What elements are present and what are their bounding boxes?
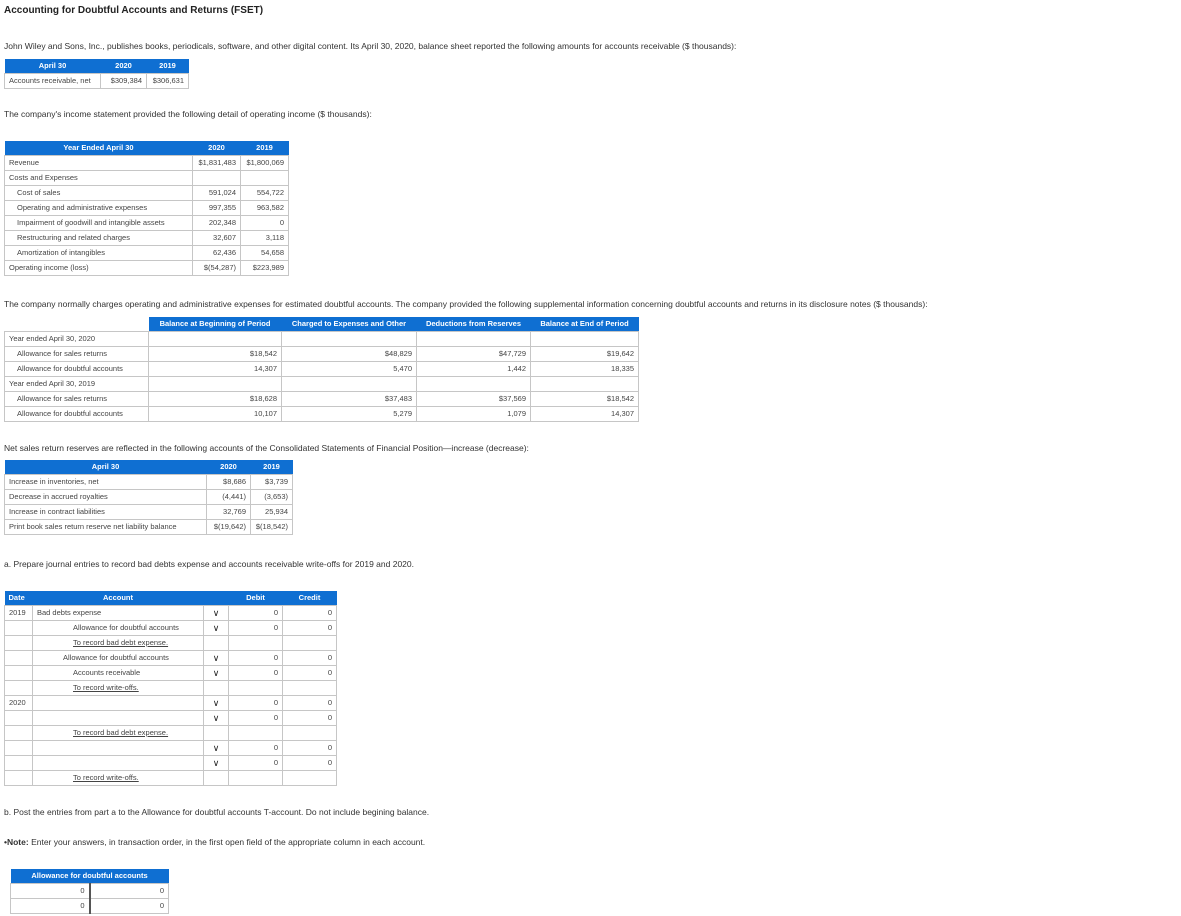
returns-intro-text: Net sales return reserves are reflected in the following accounts of the Consolidated Statements of Financial Position—increase (decrease):: [4, 443, 529, 453]
credit-input[interactable]: 0: [283, 666, 337, 681]
allow-row-charged: $37,483: [282, 392, 417, 407]
allow-row-beginning: $18,628: [149, 392, 282, 407]
credit-input[interactable]: 0: [283, 606, 337, 621]
journal-header-date: Date: [5, 591, 33, 606]
intro-text: John Wiley and Sons, Inc., publishes books, periodicals, software, and other digital content. Its April 30, 2020, balance sheet reported the following amounts for accounts receivable ($ thousands):: [4, 41, 737, 51]
allow-row-end: $19,642: [531, 347, 639, 362]
returns-row-2020: 32,769: [207, 505, 251, 520]
t-account-credit-input[interactable]: 0: [90, 884, 169, 899]
credit-input[interactable]: 0: [283, 651, 337, 666]
ar-header-2019: 2019: [147, 59, 189, 74]
t-account-title: Allowance for doubtful accounts: [11, 869, 169, 884]
returns-row-2020: $(19,642): [207, 520, 251, 535]
cost-item-label: Restructuring and related charges: [5, 231, 193, 246]
cost-item-2019: 963,582: [241, 201, 289, 216]
allow-row-charged: 5,279: [282, 407, 417, 422]
allow-row-deductions: $47,729: [417, 347, 531, 362]
part-b-text: b. Post the entries from part a to the Allowance for doubtful accounts T-account. Do not include begining balance.: [4, 807, 430, 817]
credit-input[interactable]: 0: [283, 711, 337, 726]
allow-row-deductions: $37,569: [417, 392, 531, 407]
cost-item-2019: 3,118: [241, 231, 289, 246]
cost-item-2020: 997,355: [193, 201, 241, 216]
returns-row-2020: $8,686: [207, 475, 251, 490]
returns-header-label: April 30: [5, 460, 207, 475]
credit-input[interactable]: 0: [283, 741, 337, 756]
journal-date-2020: 2020: [5, 696, 33, 711]
cost-item-2019: 0: [241, 216, 289, 231]
ar-header-date: April 30: [5, 59, 101, 74]
costs-label: Costs and Expenses: [5, 171, 193, 186]
journal-account-select[interactable]: [33, 696, 204, 711]
allow-row-label: Allowance for doubtful accounts: [5, 362, 149, 377]
cost-item-label: Impairment of goodwill and intangible assets: [5, 216, 193, 231]
journal-header-debit: Debit: [229, 591, 283, 606]
credit-input[interactable]: 0: [283, 756, 337, 771]
operating-income-2019: $223,989: [241, 261, 289, 276]
returns-row-2019: $(18,542): [251, 520, 293, 535]
chevron-down-icon[interactable]: ∨: [204, 606, 229, 621]
journal-account-select[interactable]: [33, 756, 204, 771]
credit-input[interactable]: 0: [283, 621, 337, 636]
part-a-text: a. Prepare journal entries to record bad debts expense and accounts receivable write-offs for 2019 and 2020.: [4, 559, 414, 569]
t-account: [10, 869, 169, 914]
journal-memo: To record write-offs.: [73, 683, 139, 692]
allow-row-charged: 5,470: [282, 362, 417, 377]
income-table: [4, 141, 289, 276]
returns-row-2019: $3,739: [251, 475, 293, 490]
allow-row-beginning: 10,107: [149, 407, 282, 422]
journal-memo: To record write-offs.: [73, 773, 139, 782]
allow-header-charged: Charged to Expenses and Other: [282, 317, 417, 332]
journal-memo: To record bad debt expense.: [73, 728, 169, 737]
ar-row-2020: $309,384: [101, 74, 147, 89]
returns-header-2020: 2020: [207, 460, 251, 475]
chevron-down-icon[interactable]: ∨: [204, 696, 229, 711]
t-account-credit-input[interactable]: 0: [90, 899, 169, 914]
chevron-down-icon[interactable]: ∨: [204, 756, 229, 771]
operating-income-label: Operating income (loss): [5, 261, 193, 276]
cost-item-2020: 591,024: [193, 186, 241, 201]
returns-row-2019: 25,934: [251, 505, 293, 520]
returns-row-label: Decrease in accrued royalties: [5, 490, 207, 505]
chevron-down-icon[interactable]: ∨: [204, 741, 229, 756]
ar-header-2020: 2020: [101, 59, 147, 74]
debit-input[interactable]: 0: [229, 666, 283, 681]
chevron-down-icon[interactable]: ∨: [204, 711, 229, 726]
cost-item-2020: 32,607: [193, 231, 241, 246]
allow-row-beginning: $18,542: [149, 347, 282, 362]
chevron-down-icon[interactable]: ∨: [204, 651, 229, 666]
debit-input[interactable]: 0: [229, 741, 283, 756]
allow-row-label: Allowance for sales returns: [5, 392, 149, 407]
income-header-label: Year Ended April 30: [5, 141, 193, 156]
returns-row-2019: (3,653): [251, 490, 293, 505]
returns-row-label: Increase in inventories, net: [5, 475, 207, 490]
allowance-table: [4, 317, 639, 422]
allow-row-label: Allowance for sales returns: [5, 347, 149, 362]
debit-input[interactable]: 0: [229, 651, 283, 666]
allowance-intro-text: The company normally charges operating and administrative expenses for estimated doubtful accounts. The company provided the following supplemental information concerning doubtful accounts and returns in its disclosure notes ($ thousands):: [4, 299, 928, 309]
cost-item-label: Cost of sales: [5, 186, 193, 201]
allow-year-label: Year ended April 30, 2019: [5, 377, 149, 392]
income-header-2020: 2020: [193, 141, 241, 156]
ar-table: [4, 59, 189, 89]
allow-year-label: Year ended April 30, 2020: [5, 332, 149, 347]
returns-row-2020: (4,441): [207, 490, 251, 505]
returns-header-2019: 2019: [251, 460, 293, 475]
note-body: Enter your answers, in transaction order, in the first open field of the appropriate column in each account.: [28, 837, 426, 847]
journal-table: [4, 591, 337, 786]
allow-row-label: Allowance for doubtful accounts: [5, 407, 149, 422]
chevron-down-icon[interactable]: ∨: [204, 666, 229, 681]
page-title: Accounting for Doubtful Accounts and Returns (FSET): [4, 5, 264, 16]
allow-row-end: 18,335: [531, 362, 639, 377]
allow-header-deductions: Deductions from Reserves: [417, 317, 531, 332]
journal-account-select[interactable]: Bad debts expense: [33, 606, 204, 621]
returns-table: [4, 460, 293, 535]
allow-row-end: 14,307: [531, 407, 639, 422]
cost-item-2020: 62,436: [193, 246, 241, 261]
note-label: •Note:: [4, 837, 29, 847]
debit-input[interactable]: 0: [229, 756, 283, 771]
journal-account-select[interactable]: Allowance for doubtful accounts: [33, 621, 204, 636]
cost-item-label: Amortization of intangibles: [5, 246, 193, 261]
journal-account-select[interactable]: [33, 741, 204, 756]
journal-account-select[interactable]: [33, 711, 204, 726]
allow-row-charged: $48,829: [282, 347, 417, 362]
debit-input[interactable]: 0: [229, 696, 283, 711]
revenue-label: Revenue: [5, 156, 193, 171]
ar-row-label: Accounts receivable, net: [5, 74, 101, 89]
returns-row-label: Print book sales return reserve net liability balance: [5, 520, 207, 535]
t-account-debit-input[interactable]: 0: [11, 899, 90, 914]
note-text: [4, 837, 425, 847]
allow-row-deductions: 1,079: [417, 407, 531, 422]
income-intro-text: The company's income statement provided the following detail of operating income ($ thousands):: [4, 109, 372, 119]
returns-row-label: Increase in contract liabilities: [5, 505, 207, 520]
allow-row-end: $18,542: [531, 392, 639, 407]
revenue-2020: $1,831,483: [193, 156, 241, 171]
t-account-debit-input[interactable]: 0: [11, 884, 90, 899]
cost-item-2019: 554,722: [241, 186, 289, 201]
cost-item-2020: 202,348: [193, 216, 241, 231]
allow-header-beginning: Balance at Beginning of Period: [149, 317, 282, 332]
credit-input[interactable]: 0: [283, 696, 337, 711]
debit-input[interactable]: 0: [229, 711, 283, 726]
allow-row-deductions: 1,442: [417, 362, 531, 377]
journal-memo: To record bad debt expense.: [73, 638, 169, 647]
chevron-down-icon[interactable]: ∨: [204, 621, 229, 636]
journal-account-select[interactable]: Allowance for doubtful accounts: [33, 651, 204, 666]
journal-date-2019: 2019: [5, 606, 33, 621]
cost-item-2019: 54,658: [241, 246, 289, 261]
debit-input[interactable]: 0: [229, 606, 283, 621]
income-header-2019: 2019: [241, 141, 289, 156]
operating-income-2020: $(54,287): [193, 261, 241, 276]
allow-header-end: Balance at End of Period: [531, 317, 639, 332]
debit-input[interactable]: 0: [229, 621, 283, 636]
journal-header-credit: Credit: [283, 591, 337, 606]
cost-item-label: Operating and administrative expenses: [5, 201, 193, 216]
journal-header-account: Account: [33, 591, 204, 606]
ar-row-2019: $306,631: [147, 74, 189, 89]
revenue-2019: $1,800,069: [241, 156, 289, 171]
journal-account-select[interactable]: Accounts receivable: [33, 666, 204, 681]
allow-row-beginning: 14,307: [149, 362, 282, 377]
